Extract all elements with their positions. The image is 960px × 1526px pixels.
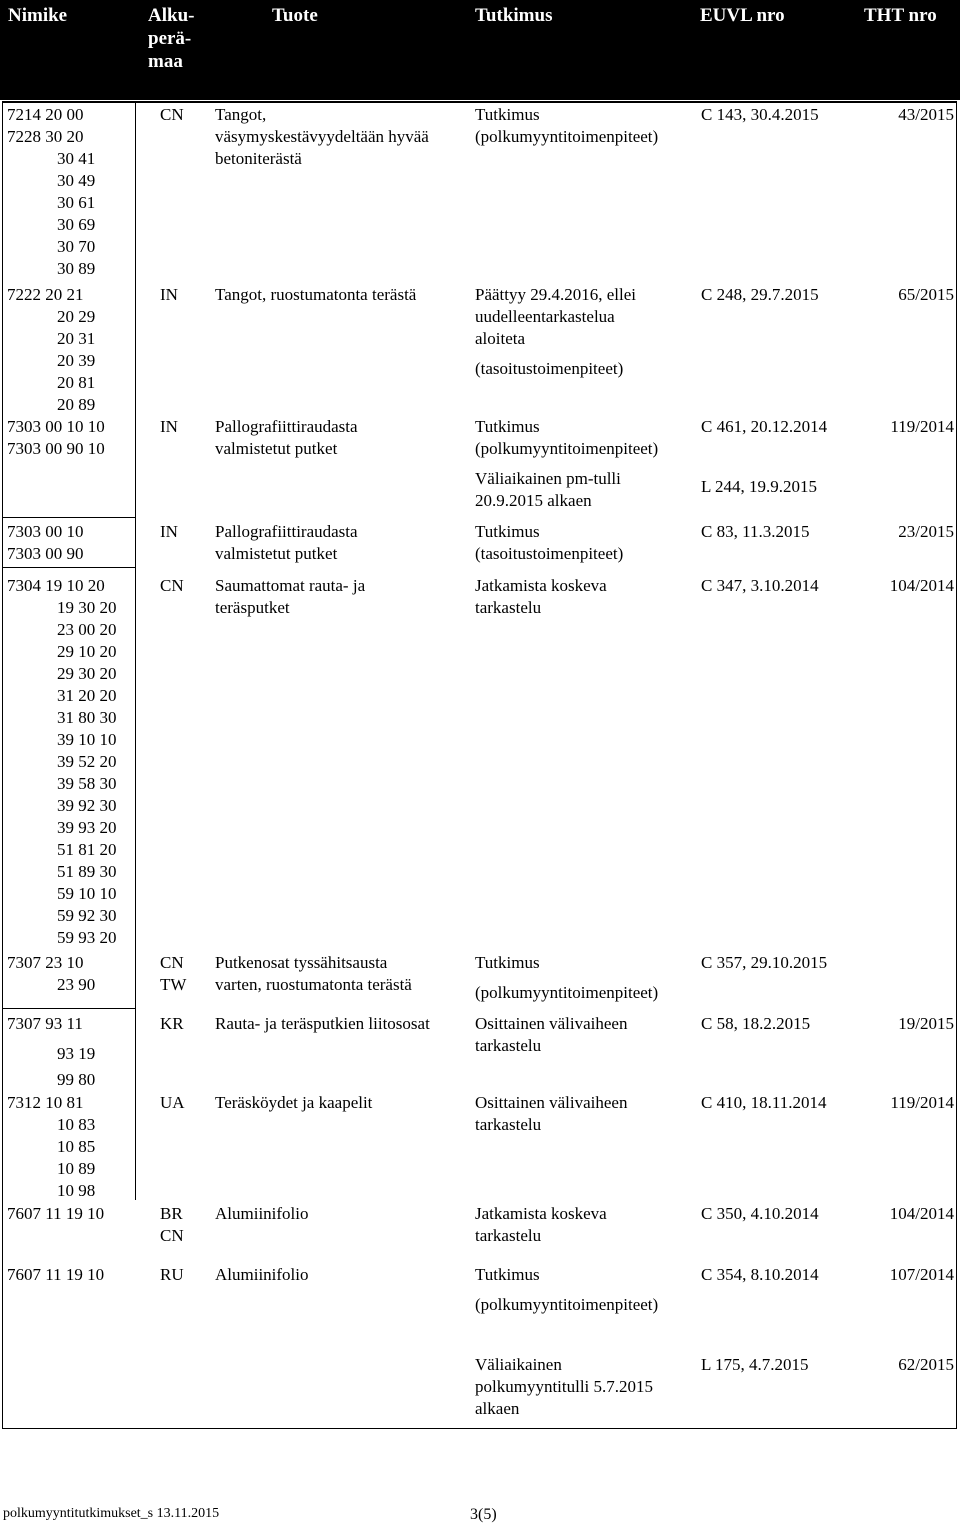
- tariff-codes: 7307 93 11 93 19 99 80: [7, 1014, 96, 1089]
- origin-country: RU: [160, 1265, 184, 1284]
- tariff-codes: 7303 00 10 7303 00 90: [7, 522, 84, 563]
- tht-number: 104/2014: [889, 1204, 954, 1223]
- product-name: Saumattomat rauta- ja teräsputket: [215, 576, 366, 617]
- euvl-number: C 461, 20.12.2014 L 244, 19.9.2015: [701, 417, 828, 496]
- tariff-codes: 7214 20 00 7228 30 20 30 41 30 49 30 61 30 69 30 70 30 89: [7, 105, 96, 278]
- origin-country: IN: [160, 522, 178, 541]
- product-name: Tangot, väsymyskestävyydeltään hyvää betoniterästä: [215, 105, 429, 168]
- page-number: 3(5): [470, 1506, 497, 1523]
- table-border-bottom: [2, 1428, 957, 1429]
- origin-country: CN: [160, 105, 184, 124]
- tariff-codes: 7607 11 19 10: [7, 1204, 105, 1223]
- header-tht: THT nro: [864, 5, 937, 26]
- euvl-number: C 248, 29.7.2015: [701, 285, 819, 304]
- investigation-status: Tutkimus (tasoitustoimenpiteet): [475, 522, 624, 563]
- tht-number: 104/2014: [889, 576, 954, 595]
- product-name: Teräsköydet ja kaapelit: [215, 1093, 373, 1112]
- tariff-codes: 7307 23 10 23 90: [7, 953, 96, 994]
- euvl-number: C 58, 18.2.2015: [701, 1014, 811, 1033]
- origin-country: KR: [160, 1014, 184, 1033]
- origin-country: IN: [160, 285, 178, 304]
- origin-country: CN TW: [160, 953, 187, 994]
- tariff-codes: 7222 20 21 20 29 20 31 20 39 20 81 20 89: [7, 285, 96, 414]
- product-name: Putkenosat tyssähitsausta varten, ruostumatonta terästä: [215, 953, 412, 994]
- tht-number: 119/2014: [890, 417, 954, 436]
- tariff-codes: 7607 11 19 10: [7, 1265, 105, 1284]
- tariff-codes: 7303 00 10 10 7303 00 90 10: [7, 417, 105, 458]
- euvl-number: C 357, 29.10.2015: [701, 953, 828, 972]
- investigation-status: Jatkamista koskeva tarkastelu: [475, 576, 607, 617]
- origin-country: IN: [160, 417, 178, 436]
- tariff-codes: 7304 19 10 20 19 30 20 23 00 20 29 10 20 29 30 20 31 20 20 31 80 30 39 10 10 39 52 20 39 58 30 39 92 30 39 93 20 51 81 20 51 89 30 59 10 10 59 92 30 59 93 20: [7, 576, 117, 947]
- table-border-right: [956, 101, 957, 1429]
- investigation-status: Osittainen välivaiheen tarkastelu: [475, 1093, 628, 1134]
- table-header: [0, 0, 960, 100]
- product-name: Alumiinifolio: [215, 1204, 309, 1223]
- investigation-status: Tutkimus (polkumyyntitoimenpiteet): [475, 105, 659, 146]
- investigation-status: Tutkimus (polkumyyntitoimenpiteet) Väliaikainen pm-tulli 20.9.2015 alkaen: [475, 417, 659, 510]
- table-border-top: [2, 101, 957, 103]
- investigation-status: Päättyy 29.4.2016, ellei uudelleentarkastelua aloiteta (tasoitustoimenpiteet): [475, 285, 637, 378]
- euvl-number: C 350, 4.10.2014: [701, 1204, 819, 1223]
- tht-number: 65/2015: [898, 285, 954, 304]
- euvl-number: C 143, 30.4.2015: [701, 105, 819, 124]
- tariff-codes: 7312 10 81 10 83 10 85 10 89 10 98: [7, 1093, 96, 1200]
- euvl-number: C 83, 11.3.2015: [701, 522, 810, 541]
- header-euvl: EUVL nro: [700, 5, 785, 26]
- investigation-status: Jatkamista koskeva tarkastelu: [475, 1204, 607, 1245]
- header-alkuperamaa: Alku- perä- maa: [148, 5, 195, 72]
- header-tuote: Tuote: [272, 5, 318, 26]
- tht-number: 19/2015: [898, 1014, 954, 1033]
- row-divider: [2, 567, 136, 568]
- row-divider: [2, 1008, 136, 1009]
- header-nimike: Nimike: [8, 5, 68, 26]
- product-name: Pallografiittiraudasta valmistetut putket: [215, 417, 358, 458]
- table-border-left: [2, 101, 3, 1429]
- euvl-number: C 410, 18.11.2014: [701, 1093, 827, 1112]
- product-name: Tangot, ruostumatonta terästä: [215, 285, 417, 304]
- row-divider: [2, 517, 136, 518]
- investigation-status: Tutkimus (polkumyyntitoimenpiteet) Väliaikainen polkumyyntitulli 5.7.2015 alkaen: [475, 1265, 659, 1418]
- tht-number: 119/2014: [890, 1093, 954, 1112]
- product-name: Rauta- ja teräsputkien liitososat: [215, 1014, 430, 1033]
- header-tutkimus: Tutkimus: [475, 5, 553, 26]
- tht-number: 107/2014 62/2015: [889, 1265, 954, 1374]
- footer-filename: polkumyyntitutkimukset_s 13.11.2015: [3, 1506, 220, 1521]
- investigation-status: Osittainen välivaiheen tarkastelu: [475, 1014, 628, 1055]
- product-name: Pallografiittiraudasta valmistetut putket: [215, 522, 358, 563]
- origin-country: UA: [160, 1093, 185, 1112]
- euvl-number: C 347, 3.10.2014: [701, 576, 819, 595]
- origin-country: BR CN: [160, 1204, 184, 1245]
- origin-country: CN: [160, 576, 184, 595]
- product-name: Alumiinifolio: [215, 1265, 309, 1284]
- investigation-status: Tutkimus (polkumyyntitoimenpiteet): [475, 953, 659, 1002]
- code-column-divider: [135, 101, 136, 1200]
- euvl-number: C 354, 8.10.2014 L 175, 4.7.2015: [701, 1265, 819, 1374]
- tht-number: 23/2015: [898, 522, 954, 541]
- tht-number: 43/2015: [898, 105, 954, 124]
